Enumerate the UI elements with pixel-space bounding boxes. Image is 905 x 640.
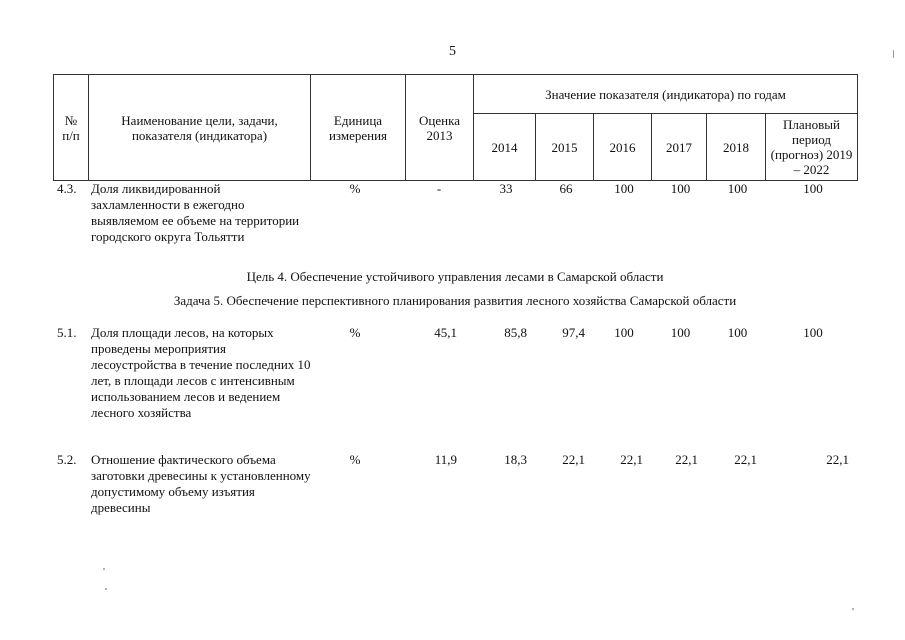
row-estimate: - xyxy=(436,181,442,196)
row-unit: % xyxy=(349,452,361,467)
scan-speck xyxy=(893,50,894,58)
row-name: Отношение фактического объема заготовки древесины к установленному допустимому объему изъятия древесины xyxy=(91,452,311,515)
row-estimate: 11,9 xyxy=(434,452,457,467)
row-unit: % xyxy=(349,325,361,340)
header-name: Наименование цели, задачи, показателя (индикатора) xyxy=(89,75,311,181)
scan-speck xyxy=(105,588,107,590)
row-value: 100 xyxy=(614,325,634,340)
row-value: 22,1 xyxy=(734,452,757,467)
row-value: 22,1 xyxy=(620,452,643,467)
row-value: 100 xyxy=(670,325,691,340)
row-number: 5.2. xyxy=(57,452,77,467)
goal-heading: Цель 4. Обеспечение устойчивого управления лесами в Самарской области xyxy=(246,269,664,284)
header-estimate: Оценка 2013 xyxy=(406,75,474,181)
row-number: 4.3. xyxy=(57,181,77,196)
row-value: 100 xyxy=(727,325,748,340)
row-estimate: 45,1 xyxy=(434,325,457,340)
header-year: 2015 xyxy=(536,114,594,181)
header-year: 2017 xyxy=(652,114,707,181)
row-value: 97,4 xyxy=(562,325,585,340)
row-value: 22,1 xyxy=(562,452,585,467)
row-name: Доля ликвидированной захламленности в ежегодно выявляемом ее объеме на территории городского округа Тольятти xyxy=(91,181,300,244)
row-value: 100 xyxy=(727,181,748,196)
table-row xyxy=(53,181,857,269)
row-name: Доля площади лесов, на которых проведены мероприятия лесоустройства в течение последних 10 лет, в площади лесов с интенсивным использованием лесов и ведением лесного хозяйства xyxy=(91,325,311,420)
row-number: 5.1. xyxy=(57,325,77,340)
indicator-table-header xyxy=(53,74,858,181)
header-year: 2018 xyxy=(707,114,766,181)
table-row xyxy=(53,452,857,532)
table-body xyxy=(53,181,857,526)
header-plan: Плановый период (прогноз) 2019 – 2022 xyxy=(766,114,858,181)
header-year-group: Значение показателя (индикатора) по годам xyxy=(474,75,858,114)
scan-speck xyxy=(103,568,105,570)
task-heading: Задача 5. Обеспечение перспективного планирования развития лесного хозяйства Самарской области xyxy=(173,293,737,308)
row-value: 18,3 xyxy=(504,452,527,467)
page-number: 5 xyxy=(449,44,456,59)
header-num: № п/п xyxy=(54,75,89,181)
row-plan: 22,1 xyxy=(826,452,849,467)
row-value: 100 xyxy=(670,181,691,196)
scan-speck xyxy=(852,608,854,610)
row-value: 66 xyxy=(559,181,573,196)
header-unit: Единица измерения xyxy=(311,75,406,181)
row-value: 85,8 xyxy=(504,325,527,340)
header-year: 2016 xyxy=(594,114,652,181)
table-row xyxy=(53,325,857,450)
row-plan: 100 xyxy=(803,325,823,340)
row-unit: % xyxy=(349,181,361,196)
row-value: 100 xyxy=(614,181,634,196)
row-value: 33 xyxy=(499,181,513,196)
row-value: 22,1 xyxy=(675,452,698,467)
header-year: 2014 xyxy=(474,114,536,181)
row-plan: 100 xyxy=(803,181,823,196)
